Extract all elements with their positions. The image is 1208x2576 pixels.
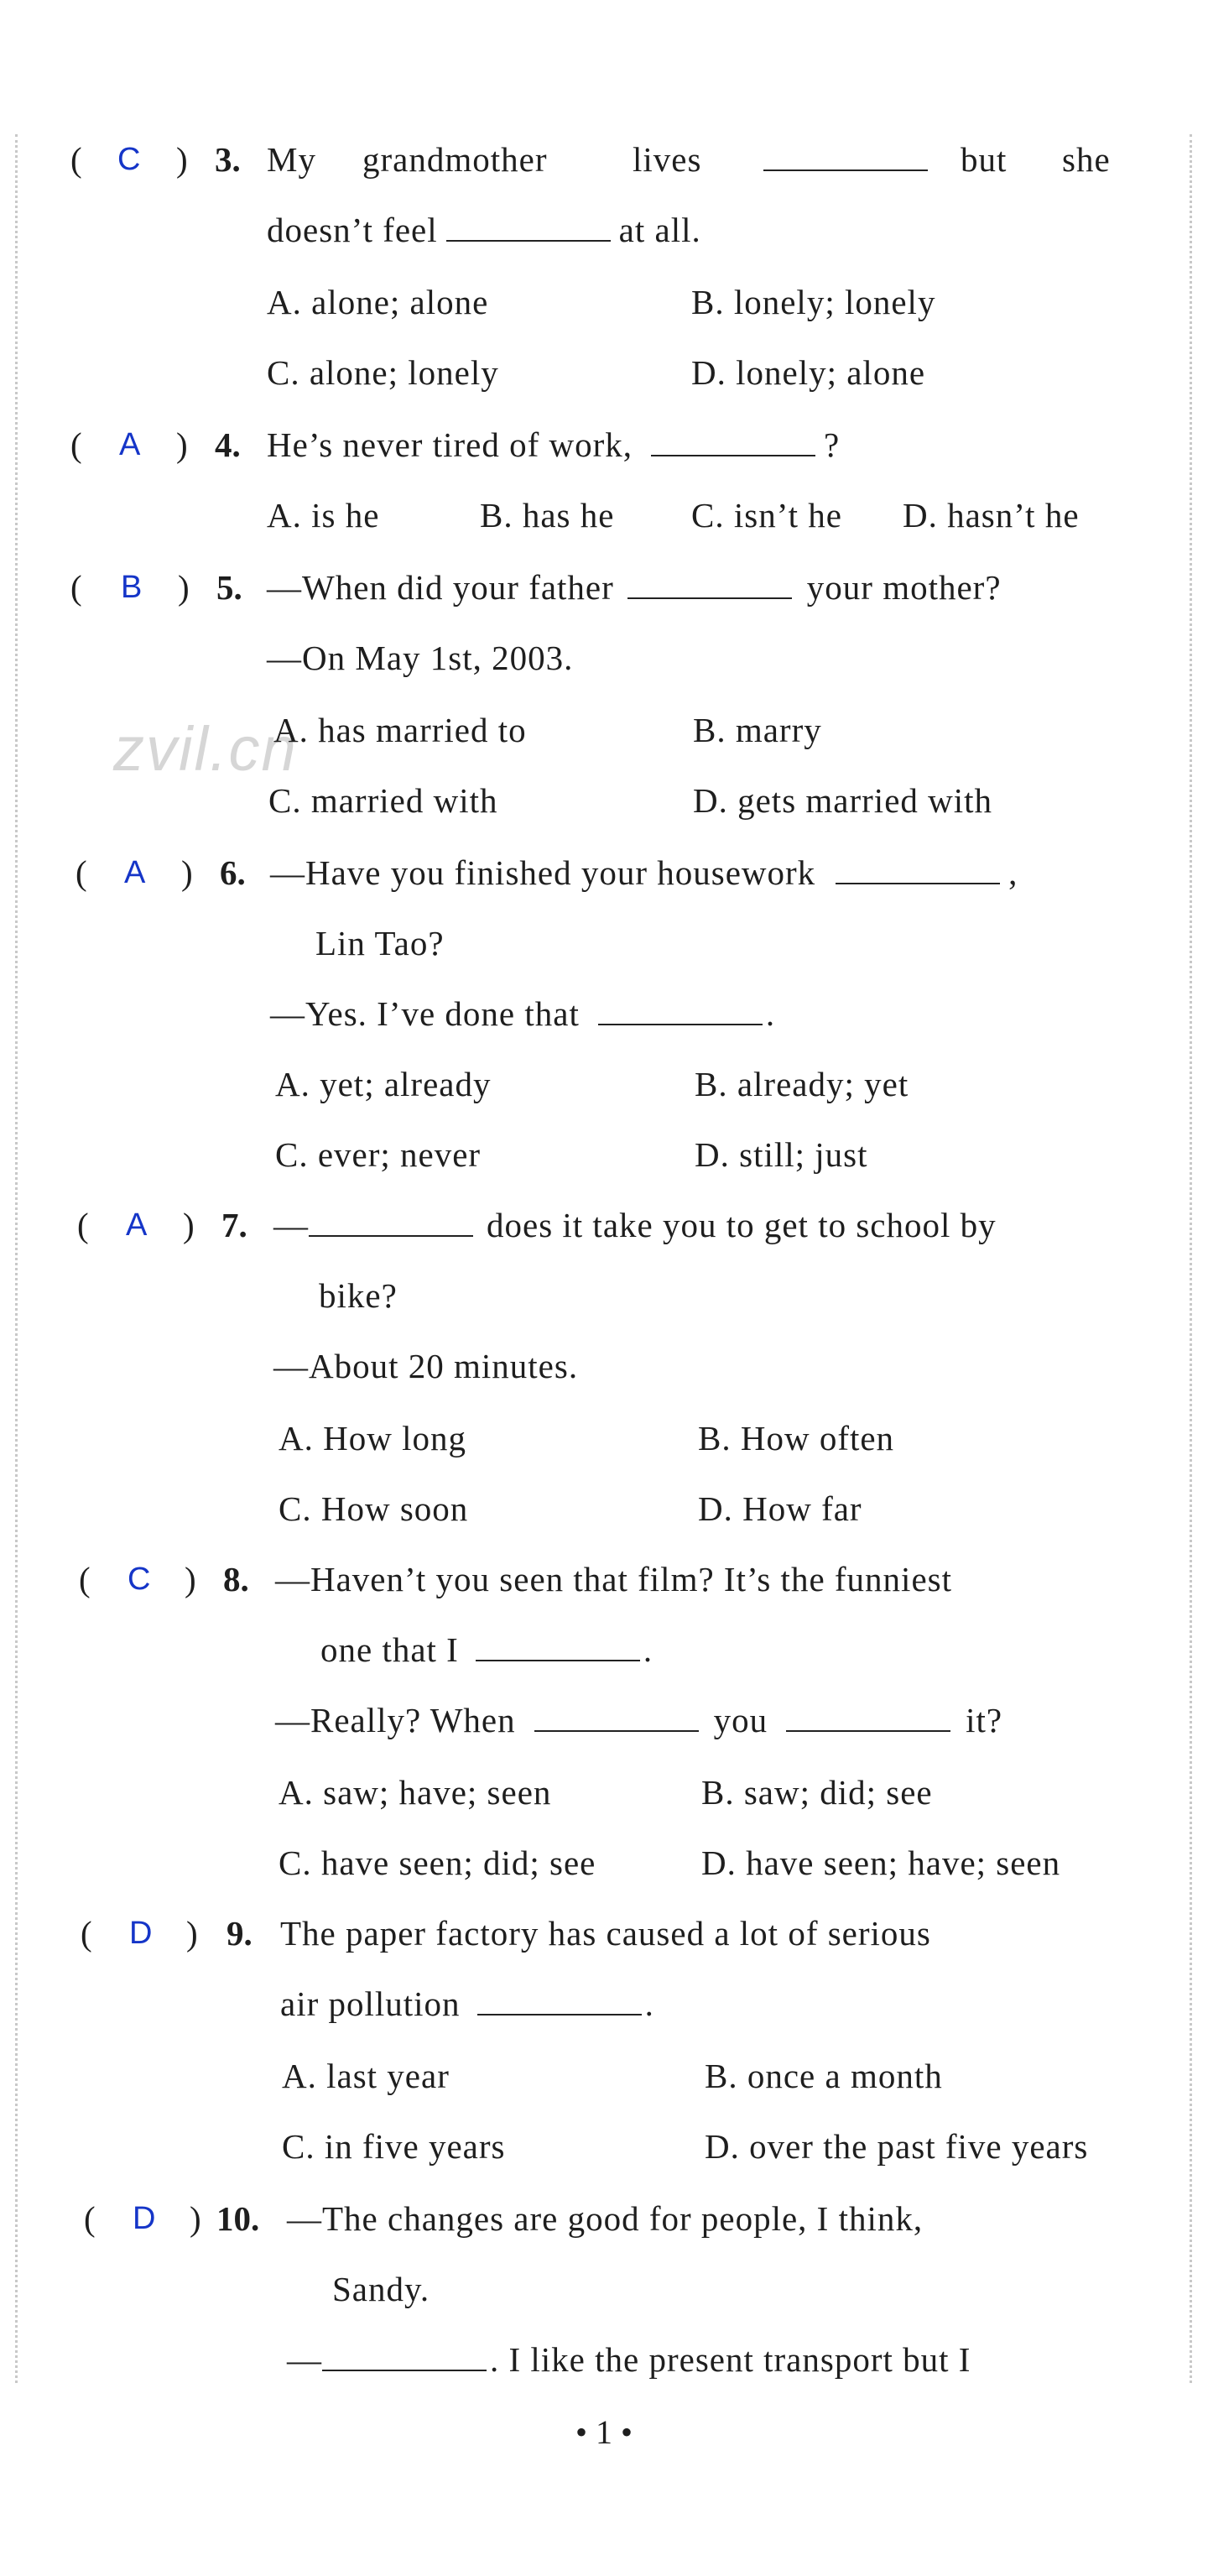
stem-word: lives (633, 140, 702, 179)
stem-line: —When did your father your mother? (267, 568, 1002, 607)
option-b: B. marry (693, 711, 822, 749)
reply-line: — . I like the present transport but I (287, 2340, 971, 2379)
answer-bracket: ) (183, 1206, 195, 1244)
answer-bracket: ( (84, 2199, 96, 2238)
left-margin-dotted-line (15, 134, 18, 2383)
reply-line: —About 20 minutes. (273, 1347, 579, 1385)
stem-line: He’s never tired of work, ? (267, 425, 841, 464)
option-b: B. already; yet (695, 1065, 909, 1103)
question-number: 8. (223, 1560, 249, 1598)
stem-line: —Have you finished your housework , (270, 853, 1018, 892)
stem-line: —Haven’t you seen that film? It’s the funniest (275, 1560, 952, 1598)
question-number: 3. (215, 140, 241, 179)
option-a: A. has married to (273, 711, 527, 749)
question-number: 6. (220, 853, 246, 892)
option-b: B. How often (698, 1419, 895, 1457)
option-c: C. ever; never (275, 1135, 482, 1174)
answer-letter: C (117, 142, 141, 177)
option-d: D. have seen; have; seen (701, 1843, 1061, 1882)
stem-line: Lin Tao? (315, 924, 445, 962)
watermark: zvil.cn (113, 714, 298, 784)
option-c: C. How soon (279, 1489, 469, 1528)
answer-bracket: ) (176, 140, 188, 179)
answer-blank (755, 134, 936, 185)
question-number: 5. (216, 568, 242, 607)
option-c: C. married with (268, 781, 498, 820)
answer-letter: C (128, 1562, 151, 1597)
option-c: C. have seen; did; see (279, 1843, 596, 1882)
answer-letter: D (133, 2201, 156, 2236)
option-b: B. has he (480, 496, 615, 534)
answer-letter: D (129, 1916, 153, 1951)
answer-bracket: ( (81, 1914, 92, 1953)
answer-bracket: ( (76, 853, 87, 892)
answer-bracket: ( (70, 140, 82, 179)
answer-bracket: ) (176, 425, 188, 464)
question-number: 9. (226, 1914, 253, 1953)
option-a: A. saw; have; seen (279, 1773, 552, 1812)
option-a: A. is he (267, 496, 380, 534)
answer-letter: B (121, 570, 143, 605)
option-b: B. once a month (705, 2057, 943, 2095)
stem-word: grandmother (362, 140, 548, 179)
stem-line: bike? (319, 1276, 398, 1315)
option-d: D. still; just (695, 1135, 868, 1174)
option-c: C. in five years (282, 2127, 506, 2166)
stem-line: air pollution . (280, 1984, 654, 2023)
option-d: D. How far (698, 1489, 862, 1528)
stem-line: The paper factory has caused a lot of serious (280, 1914, 931, 1953)
option-d: D. lonely; alone (691, 353, 926, 392)
stem-word: My (267, 140, 316, 179)
answer-bracket: ( (79, 1560, 91, 1598)
option-a: A. last year (282, 2057, 450, 2095)
option-c: C. isn’t he (691, 496, 842, 534)
option-d: D. gets married with (693, 781, 993, 820)
question-number: 7. (221, 1206, 247, 1244)
answer-bracket: ( (77, 1206, 89, 1244)
answer-letter: A (126, 1207, 148, 1243)
reply-line: —Really? When you it? (275, 1701, 1003, 1739)
option-d: D. hasn’t he (903, 496, 1080, 534)
option-b: B. lonely; lonely (691, 283, 936, 321)
answer-bracket: ) (185, 1560, 196, 1598)
answer-bracket: ( (70, 568, 82, 607)
page-number: • 1 • (575, 2413, 633, 2451)
reply-line: —On May 1st, 2003. (267, 639, 574, 677)
stem-line: doesn’t feel at all. (267, 211, 701, 249)
option-a: A. yet; already (275, 1065, 492, 1103)
stem-line: — does it take you to get to school by (273, 1206, 997, 1244)
right-margin-dotted-line (1190, 134, 1192, 2383)
answer-bracket: ) (181, 853, 193, 892)
stem-word: she (1062, 140, 1111, 179)
answer-bracket: ) (190, 2199, 201, 2238)
stem-line: —The changes are good for people, I think, (287, 2199, 924, 2238)
answer-letter: A (124, 855, 146, 890)
option-a: A. How long (279, 1419, 466, 1457)
answer-bracket: ) (178, 568, 190, 607)
option-c: C. alone; lonely (267, 353, 499, 392)
answer-letter: A (119, 427, 141, 462)
answer-bracket: ) (186, 1914, 198, 1953)
question-number: 4. (215, 425, 241, 464)
stem-line: one that I . (320, 1630, 653, 1669)
stem-word: but (961, 140, 1008, 179)
question-number: 10. (216, 2199, 260, 2238)
option-d: D. over the past five years (705, 2127, 1089, 2166)
option-b: B. saw; did; see (701, 1773, 933, 1812)
option-a: A. alone; alone (267, 283, 489, 321)
answer-bracket: ( (70, 425, 82, 464)
stem-line: Sandy. (332, 2270, 430, 2308)
reply-line: —Yes. I’ve done that . (270, 994, 776, 1033)
